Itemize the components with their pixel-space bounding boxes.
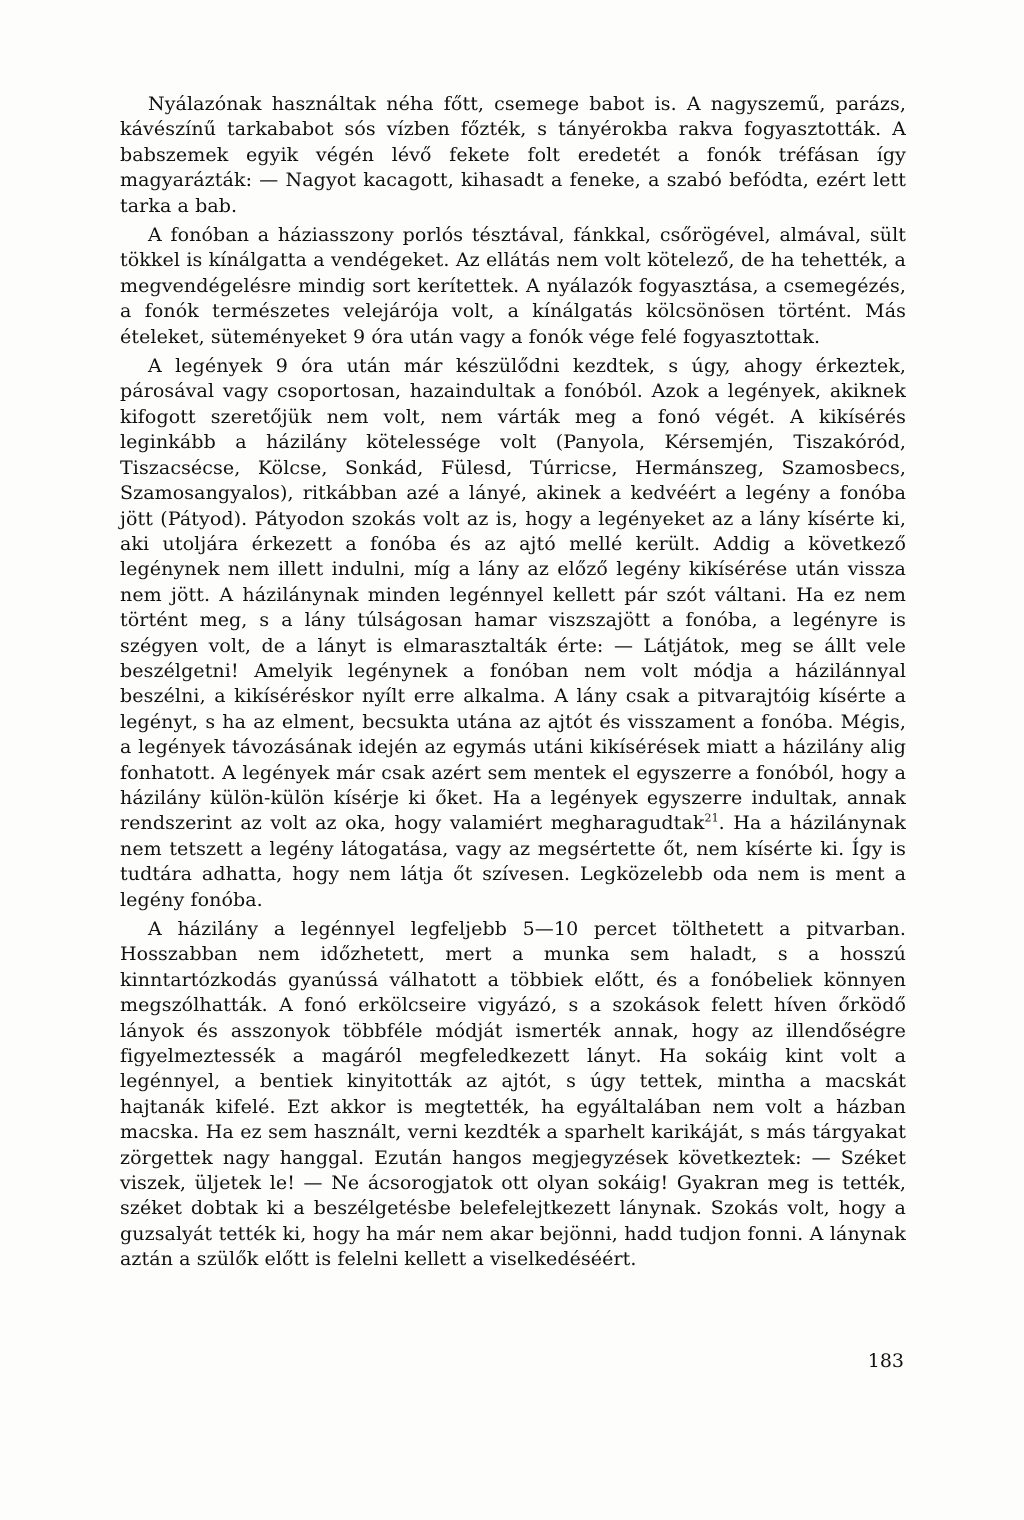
paragraph-3-text: A legények 9 óra után már készülődni kezdtek, s úgy, ahogy érkeztek, párosával vagy csoportosan, hazaindultak a fonóból. Azok a legények, akiknek kifogott szeretőjük nem volt, nem várták meg a fonó végét. A kikísérés leginkább a házilány kötelessége volt (Panyola, Kérsemjén, Tiszakóród, Tiszacsécse, Kölcse, Sonkád, Fülesd, Túrricse, Hermánszeg, Szamosbecs, Szamosangyalos), ritkábban azé a lányé, akinek a kedvéért a legény a fonóba jött (Pátyod). Pátyodon szokás volt az is, hogy a legényeket az a lány kísérte ki, aki utoljára érkezett a fonóba és az ajtó mellé került. Addig a következő legénynek nem illett indulni, míg a lány az előző legény kikísérése után vissza nem jött. A házilánynak minden legénnyel kellett pár szót váltani. Ha ez nem történt meg, s a lány túlságosan hamar viszszajött a fonóba, a legényre is szégyen volt, de a lányt is elmarasztalták érte: — Látjátok, meg se állt vele beszélgetni! Amelyik legénynek a fonóban nem volt módja a házilánnyal beszélni, a kikíséréskor nyílt erre alkalma. A lány csak a pitvarajtóig kísérte a legényt, s ha az elment, becsukta utána az ajtót és visszament a fonóba. Mégis, a legények távozásának idején az egymás utáni kikísérések miatt a házilány alig fonhatott. A legények már csak azért sem mentek el egyszerre a fonóból, hogy a házilány külön-külön kísérje ki őket. Ha a legények egyszerre indultak, annak rendszerint az volt az oka, hogy valamiért megharagudtak: [120, 355, 906, 835]
paragraph-3-text-after: . Ha a házilánynak nem tetszett a legény látogatása, vagy az megsértette őt, nem kísérte ki. Így is tudtára adhatta, hogy nem látja őt szívesen. Legközelebb oda nem is ment a legény fonóba.: [120, 812, 906, 911]
paragraph-3: [120, 354, 906, 913]
body-text: [120, 92, 906, 1277]
page-number: 183: [867, 1350, 904, 1372]
paragraph-2: A fonóban a háziasszony porlós tésztával, fánkkal, csőrögével, almával, sült tökkel is kínálgatta a vendégeket. Az ellátás nem volt kötelező, de ha tehették, a megvendégelésre mindig sort kerítettek. A nyálazók fogyasztása, a csemegézés, a fonók természetes velejárója volt, a kínálgatás kölcsönösen történt. Más ételeket, süteményeket 9 óra után vagy a fonók vége felé fogyasztottak.: [120, 224, 906, 348]
footnote-marker: 21: [704, 812, 719, 826]
paragraph-1: Nyálazónak használtak néha főtt, csemege babot is. A nagyszemű, parázs, kávészínű tarkababot sós vízben főzték, s tányérokba rakva fogyasztották. A babszemek egyik végén lévő fekete folt eredetét a fonók tréfásan így magyarázták: — Nagyot kacagott, kihasadt a feneke, a szabó befódta, ezért lett tarka a bab.: [120, 93, 906, 217]
paragraph-4: A házilány a legénnyel legfeljebb 5—10 percet tölthetett a pitvarban. Hosszabban nem időzhetett, mert a munka sem haladt, s a hosszú kinntartózkodás gyanússá válhatott a többiek előtt, és a fonóbeliek könnyen megszólhatták. A fonó erkölcseire vigyázó, s a szokások felett híven őrködő lányok és asszonyok többféle módját ismerték annak, hogy az illendőségre figyelmeztessék a magáról megfeledkezett lányt. Ha sokáig kint volt a legénnyel, a bentiek kinyitották az ajtót, s úgy tettek, mintha a macskát hajtanák kifelé. Ezt akkor is megtették, ha egyáltalában nem volt a házban macska. Ha ez sem használt, verni kezdték a sparhelt karikáját, s más tárgyakat zörgettek nagy hanggal. Ezután hangos megjegyzések következtek: — Széket viszek, üljetek le! — Ne ácsorogjatok ott olyan sokáig! Gyakran meg is tették, széket dobtak ki a beszélgetésbe belefelejtkezett lánynak. Szokás volt, hogy a guzsalyát tették ki, hogy ha már nem akar bejönni, hadd tudjon fonni. A lánynak aztán a szülők előtt is felelni kellett a viselkedéséért.: [120, 918, 906, 1271]
